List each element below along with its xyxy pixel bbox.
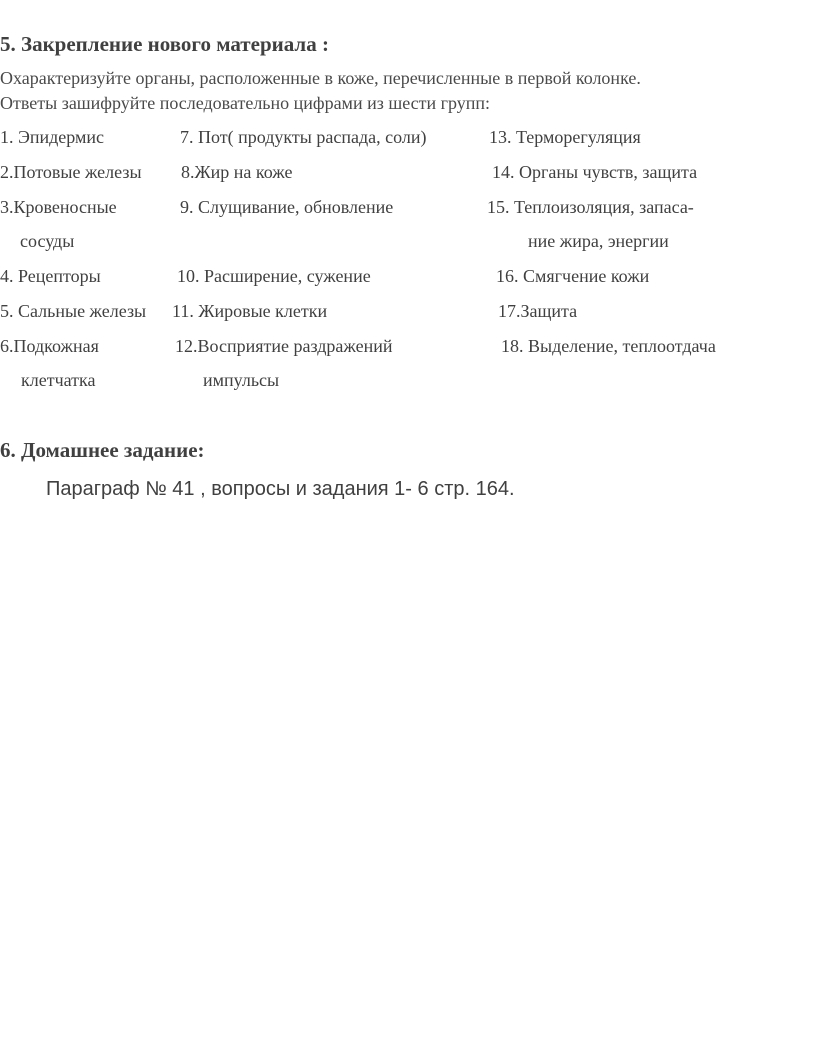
col3-item: 17.Защита [498,301,578,321]
col1-item: 1. Эпидермис [0,127,105,147]
section-5-heading: 5. Закрепление нового материала : [0,32,329,56]
col2-item: 12.Восприятие раздражений [175,336,393,356]
col1-item: 3.Кровеносные [0,197,117,217]
col2-item: 7. Пот( продукты распада, соли) [180,127,427,147]
section-6-heading: 6. Домашнее задание: [0,438,205,462]
col2-item: 10. Расширение, сужение [177,266,371,286]
col1-item: 5. Сальные железы [0,301,147,321]
col2-item-continuation: импульсы [203,370,280,390]
col2-item: 9. Слущивание, обновление [180,197,394,217]
col1-item: 2.Потовые железы [0,162,142,182]
col1-item-continuation: клетчатка [21,370,96,390]
col3-item-continuation: ние жира, энергии [528,231,669,251]
col3-item: 18. Выделение, теплоотдача [501,336,716,356]
col3-item: 16. Смягчение кожи [496,266,650,286]
instruction-line-2: Ответы зашифруйте последовательно цифрами из шести групп: [0,93,491,113]
col1-item: 4. Рецепторы [0,266,101,286]
col3-item: 15. Теплоизоляция, запаса- [487,197,694,217]
homework-text: Параграф № 41 , вопросы и задания 1- 6 стр. 164. [46,478,515,500]
col3-item: 13. Терморегуляция [489,127,641,147]
col2-item: 11. Жировые клетки [172,301,328,321]
instruction-line-1: Охарактеризуйте органы, расположенные в коже, перечисленные в первой колонке. [0,68,641,88]
col2-item: 8.Жир на коже [181,162,293,182]
col1-item-continuation: сосуды [20,231,75,251]
col3-item: 14. Органы чувств, защита [492,162,698,182]
col1-item: 6.Подкожная [0,336,99,356]
